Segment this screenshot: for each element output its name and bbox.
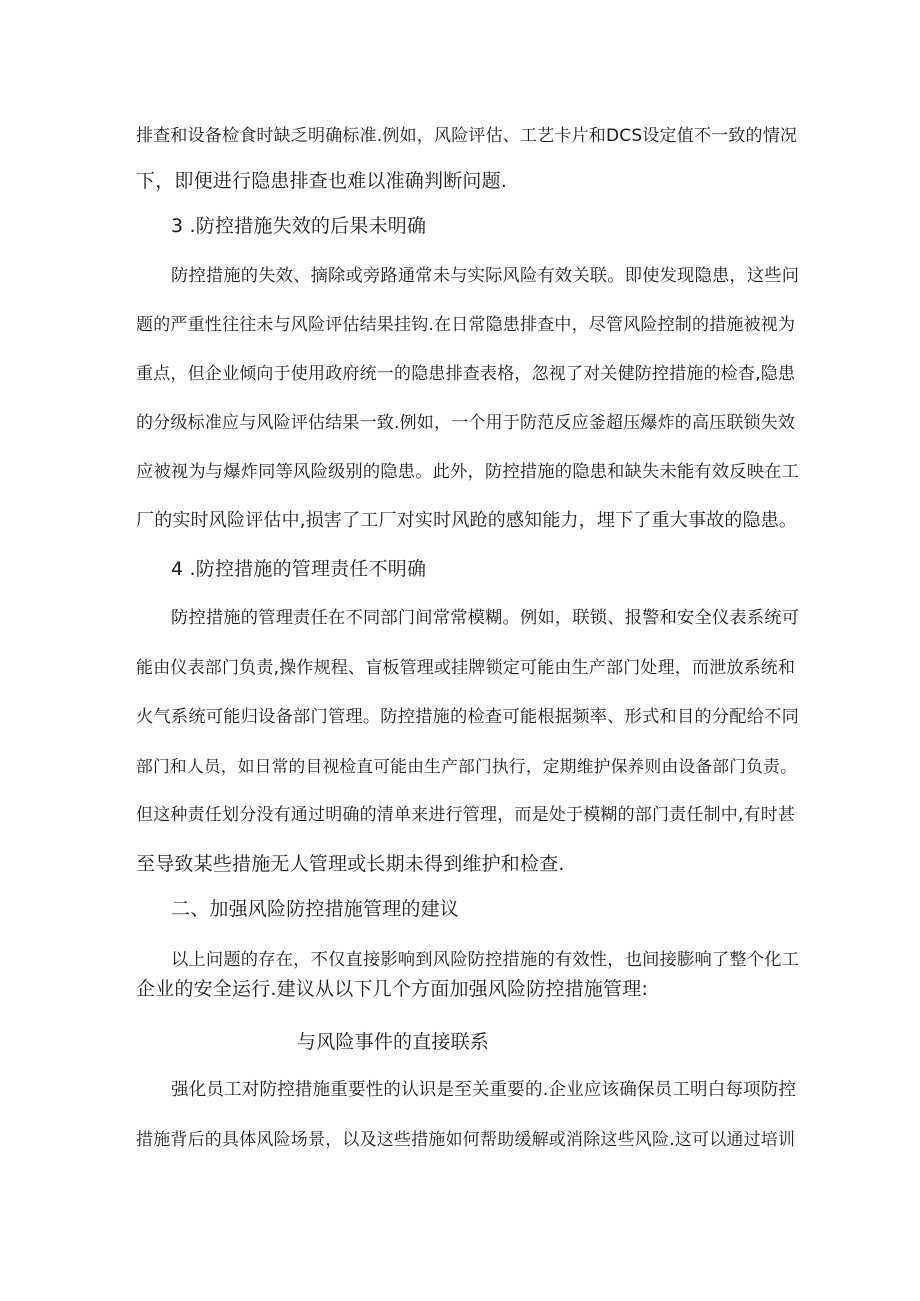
paragraph-line: 应被视为与爆炸同等风险级别的隐患。此外，防控措施的隐患和缺失未能有效反映在工 — [136, 462, 800, 482]
subheading: 与风险事件的直接联系 — [297, 1031, 490, 1053]
paragraph-line: 厂的实时风险评估中,损害了工厂对实时风跄的感知能力，埋下了重大事故的隐患。 — [136, 510, 798, 531]
paragraph-line: 部门和人员，如日常的目视检直可能由生产部门执行，定期维护保养则由设备部门负责。 — [136, 756, 798, 776]
paragraph-line: 下，即便进行隐患排查也难以准确判断问题. — [136, 170, 508, 192]
section-heading-3: 3 .防控措施失效的后果未明确 — [171, 215, 427, 237]
paragraph-line: 企业的安全运行.建议从以下几个方面加强风险防控措施管理: — [136, 978, 649, 1000]
paragraph-line: 火气系统可能归设备部门管理。防控措施的检查可能根据频率、形式和目的分配给不同 — [136, 707, 800, 727]
paragraph-line: 以上问题的存在，不仅直接影响到风险防控措施的有效性，也间接膨响了整个化工 — [171, 950, 800, 970]
section-heading-2: 二、加强风险防控措施管理的建议 — [171, 898, 460, 920]
paragraph-line: 题的严重性往往未与风险评估结果挂钩.在日常隐患排查中，尽管风险控制的措施被视为 — [136, 315, 796, 335]
paragraph-line: 防控措施的失效、摘除或旁路通常未与实际风险有效关联。即使发现隐患，这些问 — [171, 266, 800, 286]
paragraph-line: 排查和设备检食时缺乏明确标准.例如，风险评估、工艺卡片和DCS设定值不一致的情况 — [136, 126, 798, 146]
paragraph-line: 重点，但企业倾向于使用政府统一的隐患排查表格，忽视了对关健防控措施的检杳,隐患 — [136, 364, 796, 384]
paragraph-line: 至导致某些措施无人管理或长期未得到维护和检查. — [136, 853, 565, 875]
paragraph-line: 但这种责任划分没有通过明确的清单来进行管理，而是处于模糊的部门责任制中,有时甚 — [136, 805, 796, 825]
paragraph-line: 的分级标准应与风险评估结果一致.例如，一个用于防范反应釜超压爆炸的高压联锁失效 — [136, 413, 796, 433]
paragraph-line: 强化员工对防控措施重要性的认识是至关重要的.企业应该确保员工明白每项防控 — [171, 1080, 797, 1100]
paragraph-line: 措施背后的具体风险场景，以及这些措施如何帮助缓解或消除这些风险.这可以通过培训 — [136, 1130, 796, 1150]
paragraph-line: 防控措施的管理责任在不同部门间常常模糊。例如，联锁、报警和安全仪表系统可 — [171, 608, 800, 628]
section-heading-4: 4 .防控措施的管理责任不明确 — [171, 558, 427, 580]
paragraph-line: 能由仪表部门负责,操作规程、盲板管理或挂牌锁定可能由生产部门处理，而泄放系统和 — [136, 658, 796, 678]
